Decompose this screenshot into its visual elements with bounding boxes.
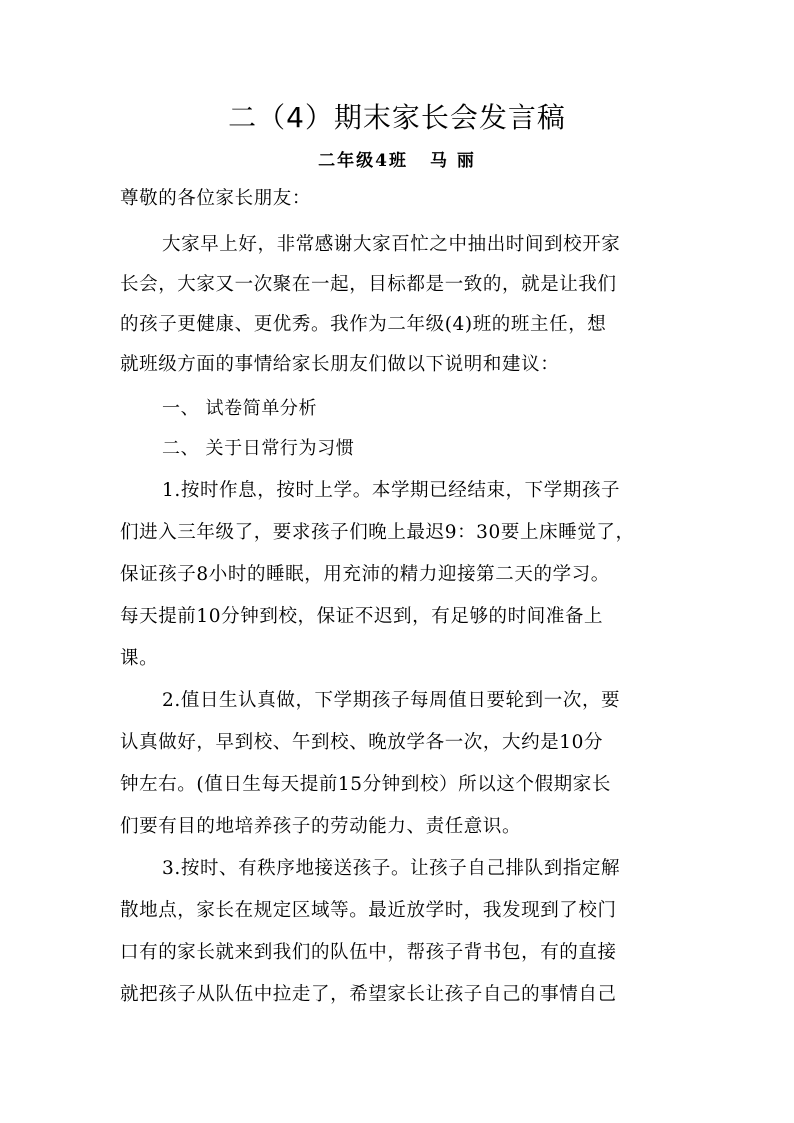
- paragraph-line: 课。: [120, 648, 159, 669]
- paragraph-line: 大家早上好，非常感谢大家百忙之中抽出时间到校开家: [162, 234, 621, 255]
- paragraph-line: 钟左右。(值日生每天提前15分钟到校）所以这个假期家长: [120, 774, 611, 795]
- paragraph-line: 2.值日生认真做，下学期孩子每周值日要轮到一次，要: [162, 690, 621, 711]
- page-title: 二（4）期末家长会发言稿: [228, 101, 566, 134]
- greeting: 尊敬的各位家长朋友：: [120, 188, 312, 209]
- paragraph-line: 散地点，家长在规定区域等。最近放学时，我发现到了校门: [120, 900, 617, 921]
- author-class: 二年级4班: [318, 151, 408, 171]
- paragraph-line: 就把孩子从队伍中拉走了，希望家长让孩子自己的事情自己: [120, 984, 617, 1005]
- paragraph-line: 保证孩子8小时的睡眠，用充沛的精力迎接第二天的学习。: [120, 564, 610, 585]
- author-line: [0, 146, 794, 171]
- paragraph-line: 认真做好，早到校、午到校、晚放学各一次，大约是10分: [120, 732, 604, 753]
- paragraph-line: 长会，大家又一次聚在一起，目标都是一致的，就是让我们: [120, 274, 617, 295]
- paragraph-line: 口有的家长就来到我们的队伍中，帮孩子背书包，有的直接: [120, 942, 617, 963]
- paragraph-line: 1.按时作息，按时上学。本学期已经结束，下学期孩子: [162, 480, 621, 501]
- section-heading: 二、 关于日常行为习惯: [162, 438, 355, 459]
- paragraph-line: 每天提前10分钟到校，保证不迟到，有足够的时间准备上: [120, 606, 604, 627]
- section-heading: 一、 试卷简单分析: [162, 398, 318, 419]
- author-name: 马 丽: [429, 151, 476, 171]
- paragraph-line: 3.按时、有秩序地接送孩子。让孩子自己排队到指定解: [162, 858, 621, 879]
- paragraph-line: 们进入三年级了，要求孩子们晚上最迟9：30要上床睡觉了，: [120, 522, 635, 543]
- paragraph-line: 的孩子更健康、更优秀。我作为二年级(4)班的班主任，想: [120, 314, 607, 335]
- paragraph-line: 们要有目的地培养孩子的劳动能力、责任意识。: [120, 816, 522, 837]
- paragraph-line: 就班级方面的事情给家长朋友们做以下说明和建议：: [120, 354, 560, 375]
